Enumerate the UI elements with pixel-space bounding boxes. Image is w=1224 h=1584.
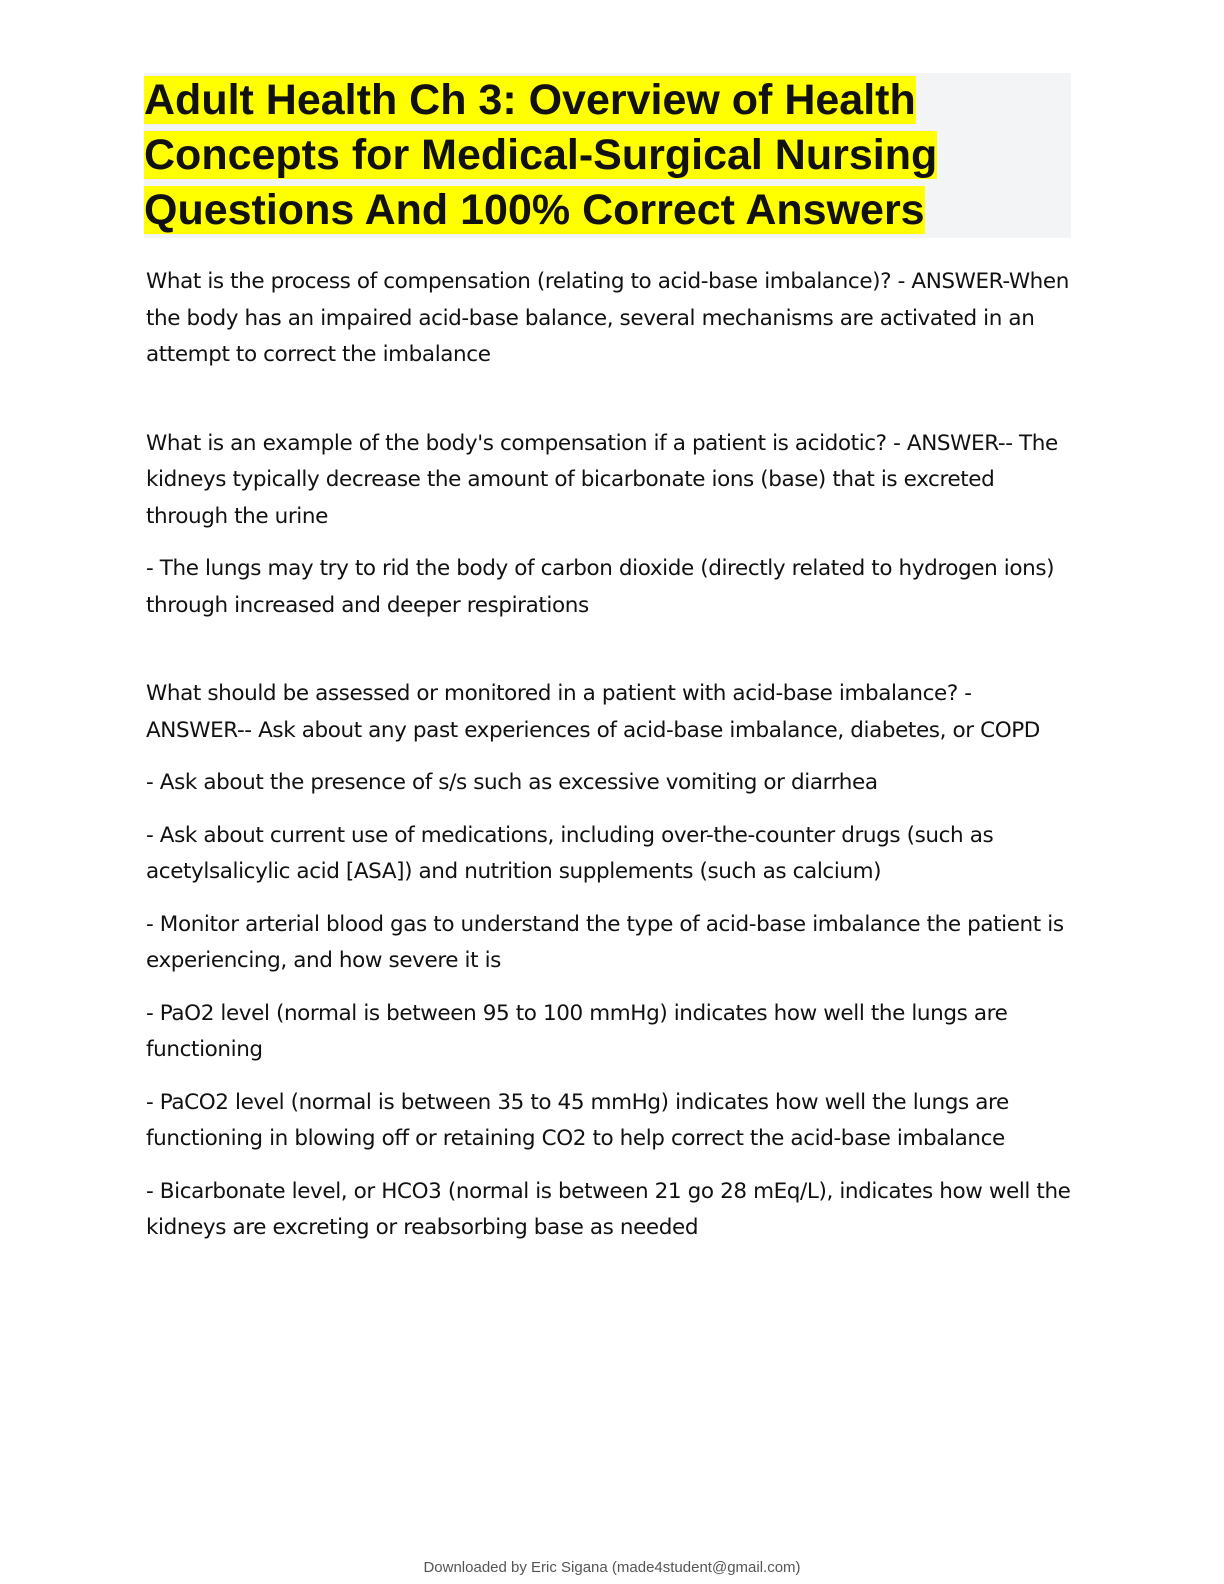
answer-paragraph: - The lungs may try to rid the body of carbon dioxide (directly related to hydrogen ions) through increased and deeper respirations bbox=[146, 556, 1055, 618]
answer-paragraph: - Bicarbonate level, or HCO3 (normal is between 21 go 28 mEq/L), indicates how well the kidneys are excreting or reabsorbing base as needed bbox=[146, 1178, 1071, 1240]
document-body bbox=[146, 264, 1076, 1263]
answer-paragraph: What is the process of compensation (relating to acid-base imbalance)? - ANSWER-When the body has an impaired acid-base balance, several mechanisms are activated in an attempt to correct the imbalance bbox=[146, 269, 1069, 367]
answer-paragraph: What is an example of the body's compensation if a patient is acidotic? - ANSWER-- The kidneys typically decrease the amount of bicarbonate ions (base) that is excreted through the urine bbox=[146, 430, 1058, 529]
answer-paragraph: - Monitor arterial blood gas to understand the type of acid-base imbalance the patient is experiencing, and how severe it is bbox=[146, 911, 1064, 973]
qa-item-1 bbox=[146, 264, 1076, 374]
answer-paragraph: - Ask about the presence of s/s such as excessive vomiting or diarrhea bbox=[146, 770, 878, 795]
title-highlight: Adult Health Ch 3: Overview of Health Concepts for Medical-Surgical Nursing Questions And 100% Correct Answers bbox=[144, 76, 938, 234]
document-title bbox=[144, 73, 1071, 238]
qa-item-3 bbox=[146, 676, 1076, 1247]
title-block bbox=[144, 73, 1071, 238]
answer-paragraph: - PaO2 level (normal is between 95 to 100 mmHg) indicates how well the lungs are functioning bbox=[146, 1000, 1008, 1062]
answer-paragraph: - PaCO2 level (normal is between 35 to 45 mmHg) indicates how well the lungs are functioning in blowing off or retaining CO2 to help correct the acid-base imbalance bbox=[146, 1089, 1009, 1151]
download-footer: Downloaded by Eric Sigana (made4student@gmail.com) bbox=[423, 1559, 801, 1576]
answer-paragraph: - Ask about current use of medications, including over-the-counter drugs (such as acetylsalicylic acid [ASA]) and nutrition supplements (such as calcium) bbox=[146, 822, 994, 884]
answer-paragraph: What should be assessed or monitored in a patient with acid-base imbalance? - ANSWER-- Ask about any past experiences of acid-base imbalance, diabetes, or COPD bbox=[146, 681, 1040, 743]
qa-item-2 bbox=[146, 426, 1076, 625]
